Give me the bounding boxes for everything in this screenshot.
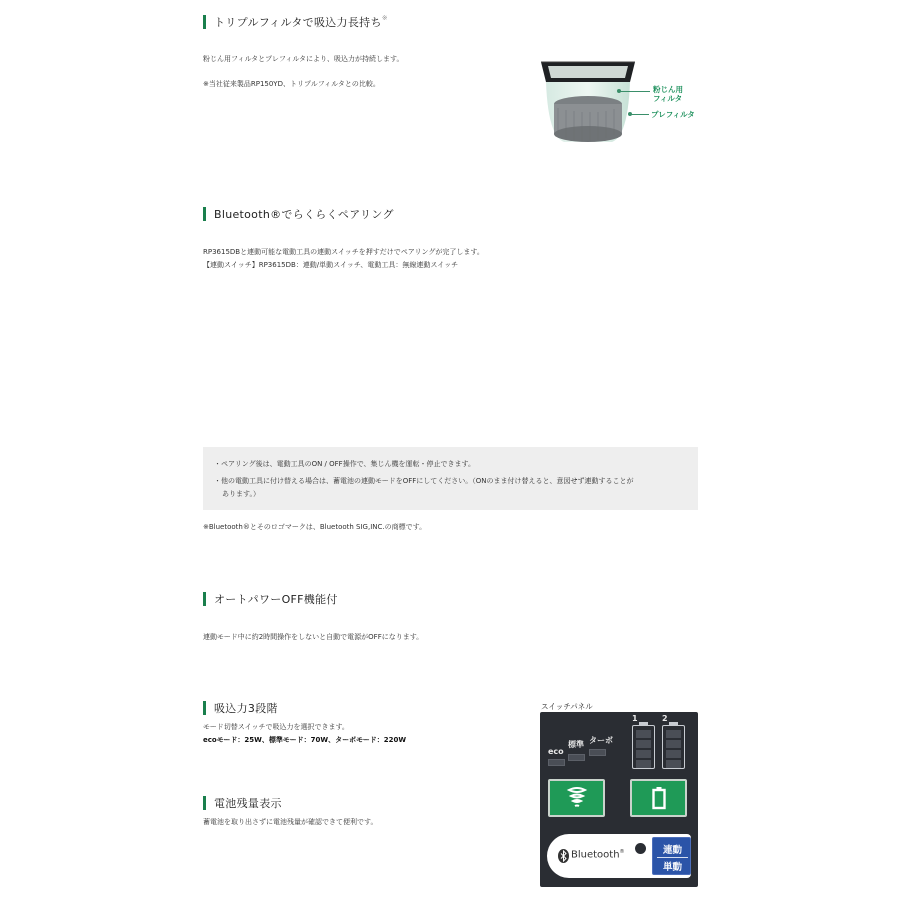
linked-single-mode-button[interactable] xyxy=(652,837,691,875)
triple-filter-note: ※当社従来製品RP150YD、トリプルフィルタとの比較。 xyxy=(203,80,380,88)
callout-line-prefilter xyxy=(631,114,649,115)
suction-description: モード切替スイッチで吸込力を選択できます。 xyxy=(203,723,349,731)
battery-level-description: 蓄電池を取り出さずに電池残量が確認できて便利です。 xyxy=(203,818,378,826)
bluetooth-description-line1: RP3615DBと連動可能な電動工具の連動スイッチを押すだけでペアリングが完了します。 xyxy=(203,248,484,256)
battery-check-button[interactable] xyxy=(630,779,687,817)
section-heading-bluetooth xyxy=(203,206,394,222)
callout-dust-filter-line1: 粉じん用 xyxy=(653,85,683,94)
heading-text: 電池残量表示 xyxy=(214,797,282,810)
switch-panel-caption: スイッチパネル xyxy=(541,702,593,711)
auto-power-off-description: 連動モード中に約2時間操作をしないと自動で電源がOFFになります。 xyxy=(203,633,424,641)
callout-dust-filter-line2: フィルタ xyxy=(653,94,683,103)
bluetooth-status-indicator xyxy=(635,843,646,854)
pairing-note-box xyxy=(203,447,698,510)
heading-footnote-mark: ※ xyxy=(381,14,388,22)
bluetooth-label: Bluetooth® xyxy=(571,849,625,861)
pairing-note-line2: ・他の電動工具に付け替える場合は、蓄電池の連動モードをOFFにしてください。（ONのまま付け替えると、意図せず連動することが xyxy=(214,477,634,485)
suction-mode-icon xyxy=(566,786,588,810)
battery-1-cell xyxy=(636,750,651,758)
mode-linked-label: 連動 xyxy=(662,845,682,856)
switch-panel xyxy=(540,712,698,887)
bluetooth-trademark-note: ※Bluetooth®とそのロゴマークは、Bluetooth SIG,INC.の商標です。 xyxy=(203,523,427,531)
heading-text: 吸込力3段階 xyxy=(214,702,278,715)
callout-prefilter: プレフィルタ xyxy=(651,110,695,119)
battery-slot-label-1: 1 xyxy=(632,714,638,723)
mode-single-label: 単動 xyxy=(662,862,682,873)
battery-2-cell xyxy=(666,760,681,768)
battery-2-cell xyxy=(666,740,681,748)
mode-indicator-eco xyxy=(548,759,565,766)
triple-filter-description: 粉じん用フィルタとプレフィルタにより、吸込力が持続します。 xyxy=(203,55,404,63)
battery-icon xyxy=(652,786,666,810)
mode-divider xyxy=(657,857,688,858)
battery-2-cell xyxy=(666,750,681,758)
heading-accent-bar xyxy=(203,207,206,221)
section-heading-auto-power-off xyxy=(203,591,338,607)
mode-indicator-standard xyxy=(568,754,585,761)
callout-dust-filter xyxy=(653,85,683,103)
section-heading-battery-level xyxy=(203,795,282,811)
heading-text: Bluetooth®でらくらくペアリング xyxy=(214,208,394,221)
heading-text: オートパワーOFF機能付 xyxy=(214,593,338,606)
section-heading-suction-power xyxy=(203,700,278,716)
battery-2-cell xyxy=(666,730,681,738)
battery-1-cell xyxy=(636,740,651,748)
heading-text: トリプルフィルタで吸込力長持ち xyxy=(214,16,382,29)
suction-mode-wattages: ecoモード：25W、標準モード：70W、ターボモード：220W xyxy=(203,736,407,744)
suction-mode-button[interactable] xyxy=(548,779,605,817)
heading-accent-bar xyxy=(203,796,206,810)
heading-accent-bar xyxy=(203,701,206,715)
heading-accent-bar xyxy=(203,592,206,606)
mode-label-eco: eco xyxy=(548,747,564,756)
filter-illustration xyxy=(538,56,638,148)
callout-line-dust-filter xyxy=(620,91,650,92)
pairing-note-line3: あります。） xyxy=(222,490,260,498)
battery-1-cell xyxy=(636,730,651,738)
bluetooth-strip xyxy=(547,834,691,878)
pairing-note-line1: ・ペアリング後は、電動工具のON / OFF操作で、集じん機を運転・停止できます。 xyxy=(214,460,475,468)
battery-slot-label-2: 2 xyxy=(662,714,668,723)
section-heading-triple-filter xyxy=(203,14,388,30)
battery-1-cell xyxy=(636,760,651,768)
mode-label-standard: 標準 xyxy=(568,740,584,749)
heading-accent-bar xyxy=(203,15,206,29)
mode-label-turbo: ターボ xyxy=(589,736,613,745)
bluetooth-description-line2: 【連動スイッチ】RP3615DB：連動/単動スイッチ、電動工具：無線連動スイッチ xyxy=(203,261,459,269)
mode-indicator-turbo xyxy=(589,749,606,756)
bluetooth-icon xyxy=(558,849,569,863)
